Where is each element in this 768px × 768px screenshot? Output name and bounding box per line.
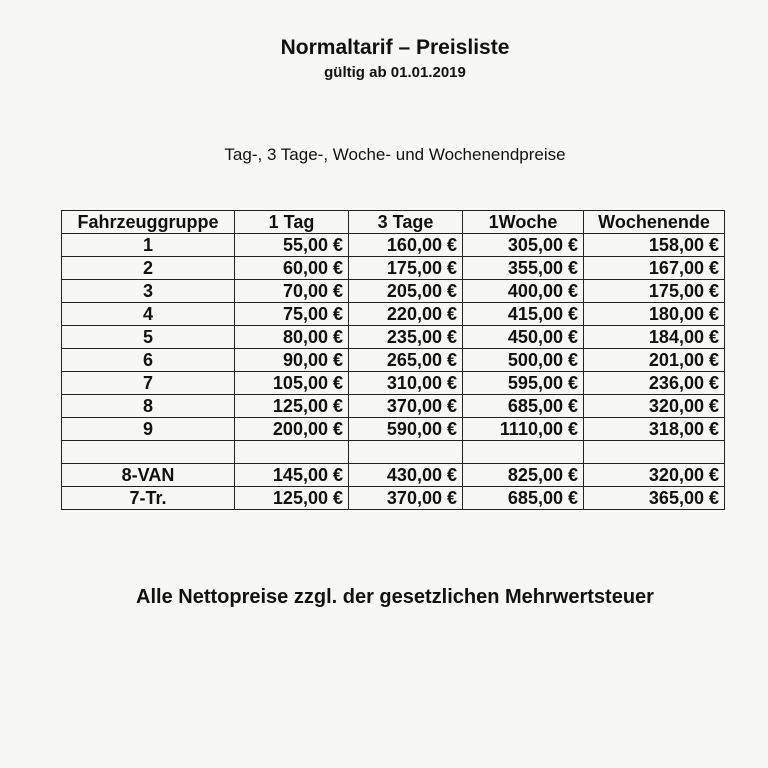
price-1-day-cell: 90,00 €: [235, 349, 349, 372]
price-1-day-cell: 60,00 €: [235, 257, 349, 280]
price-1-day-cell: [235, 441, 349, 464]
table-row: [62, 303, 725, 326]
price-3-days-cell: 160,00 €: [349, 234, 463, 257]
table-row: [62, 280, 725, 303]
vehicle-group-cell: 3: [62, 280, 235, 303]
price-1-week-cell: 500,00 €: [463, 349, 584, 372]
price-weekend-cell: 175,00 €: [584, 280, 725, 303]
price-1-day-cell: 75,00 €: [235, 303, 349, 326]
price-3-days-cell: 175,00 €: [349, 257, 463, 280]
price-1-week-cell: 355,00 €: [463, 257, 584, 280]
table-row: [62, 441, 725, 464]
price-weekend-cell: 184,00 €: [584, 326, 725, 349]
price-1-week-cell: 415,00 €: [463, 303, 584, 326]
price-3-days-cell: 310,00 €: [349, 372, 463, 395]
price-1-week-cell: 685,00 €: [463, 487, 584, 510]
price-weekend-cell: 320,00 €: [584, 395, 725, 418]
price-3-days-cell: 205,00 €: [349, 280, 463, 303]
vehicle-group-cell: 7-Tr.: [62, 487, 235, 510]
price-weekend-cell: 158,00 €: [584, 234, 725, 257]
price-table: [61, 210, 725, 510]
table-row: [62, 395, 725, 418]
valid-from-date: gültig ab 01.01.2019: [324, 64, 466, 81]
price-weekend-cell: 318,00 €: [584, 418, 725, 441]
price-1-day-cell: 70,00 €: [235, 280, 349, 303]
price-1-week-cell: [463, 441, 584, 464]
price-weekend-cell: [584, 441, 725, 464]
vehicle-group-cell: 4: [62, 303, 235, 326]
table-row: [62, 349, 725, 372]
price-3-days-cell: 370,00 €: [349, 487, 463, 510]
table-row: [62, 257, 725, 280]
table-row: [62, 326, 725, 349]
price-weekend-cell: 365,00 €: [584, 487, 725, 510]
price-1-day-cell: 145,00 €: [235, 464, 349, 487]
vehicle-group-cell: 8-VAN: [62, 464, 235, 487]
price-1-day-cell: 80,00 €: [235, 326, 349, 349]
section-heading: Tag-, 3 Tage-, Woche- und Wochenendpreise: [224, 145, 566, 164]
header-vehicle-group: Fahrzeuggruppe: [62, 211, 235, 234]
price-3-days-cell: 220,00 €: [349, 303, 463, 326]
price-weekend-cell: 201,00 €: [584, 349, 725, 372]
header-weekend: Wochenende: [584, 211, 725, 234]
price-1-week-cell: 825,00 €: [463, 464, 584, 487]
price-1-day-cell: 125,00 €: [235, 395, 349, 418]
table-header-row: [62, 211, 725, 234]
document-title: Normaltarif – Preisliste: [280, 36, 510, 59]
vehicle-group-cell: [62, 441, 235, 464]
price-1-day-cell: 125,00 €: [235, 487, 349, 510]
price-1-week-cell: 1110,00 €: [463, 418, 584, 441]
price-3-days-cell: [349, 441, 463, 464]
header-1-week: 1Woche: [463, 211, 584, 234]
price-3-days-cell: 430,00 €: [349, 464, 463, 487]
price-1-day-cell: 200,00 €: [235, 418, 349, 441]
table-row: [62, 234, 725, 257]
vehicle-group-cell: 2: [62, 257, 235, 280]
price-3-days-cell: 265,00 €: [349, 349, 463, 372]
price-weekend-cell: 180,00 €: [584, 303, 725, 326]
price-table-body: [62, 234, 725, 510]
price-3-days-cell: 235,00 €: [349, 326, 463, 349]
vehicle-group-cell: 8: [62, 395, 235, 418]
price-1-day-cell: 105,00 €: [235, 372, 349, 395]
price-1-day-cell: 55,00 €: [235, 234, 349, 257]
price-3-days-cell: 590,00 €: [349, 418, 463, 441]
table-row: [62, 464, 725, 487]
price-1-week-cell: 450,00 €: [463, 326, 584, 349]
header-3-days: 3 Tage: [349, 211, 463, 234]
vehicle-group-cell: 9: [62, 418, 235, 441]
price-1-week-cell: 685,00 €: [463, 395, 584, 418]
vehicle-group-cell: 5: [62, 326, 235, 349]
vehicle-group-cell: 7: [62, 372, 235, 395]
header-1-day: 1 Tag: [235, 211, 349, 234]
table-row: [62, 372, 725, 395]
vat-note: Alle Nettopreise zzgl. der gesetzlichen Mehrwertsteuer: [136, 586, 654, 608]
table-row: [62, 487, 725, 510]
price-weekend-cell: 167,00 €: [584, 257, 725, 280]
price-weekend-cell: 320,00 €: [584, 464, 725, 487]
price-weekend-cell: 236,00 €: [584, 372, 725, 395]
price-3-days-cell: 370,00 €: [349, 395, 463, 418]
vehicle-group-cell: 6: [62, 349, 235, 372]
price-1-week-cell: 400,00 €: [463, 280, 584, 303]
price-1-week-cell: 595,00 €: [463, 372, 584, 395]
vehicle-group-cell: 1: [62, 234, 235, 257]
table-row: [62, 418, 725, 441]
price-1-week-cell: 305,00 €: [463, 234, 584, 257]
